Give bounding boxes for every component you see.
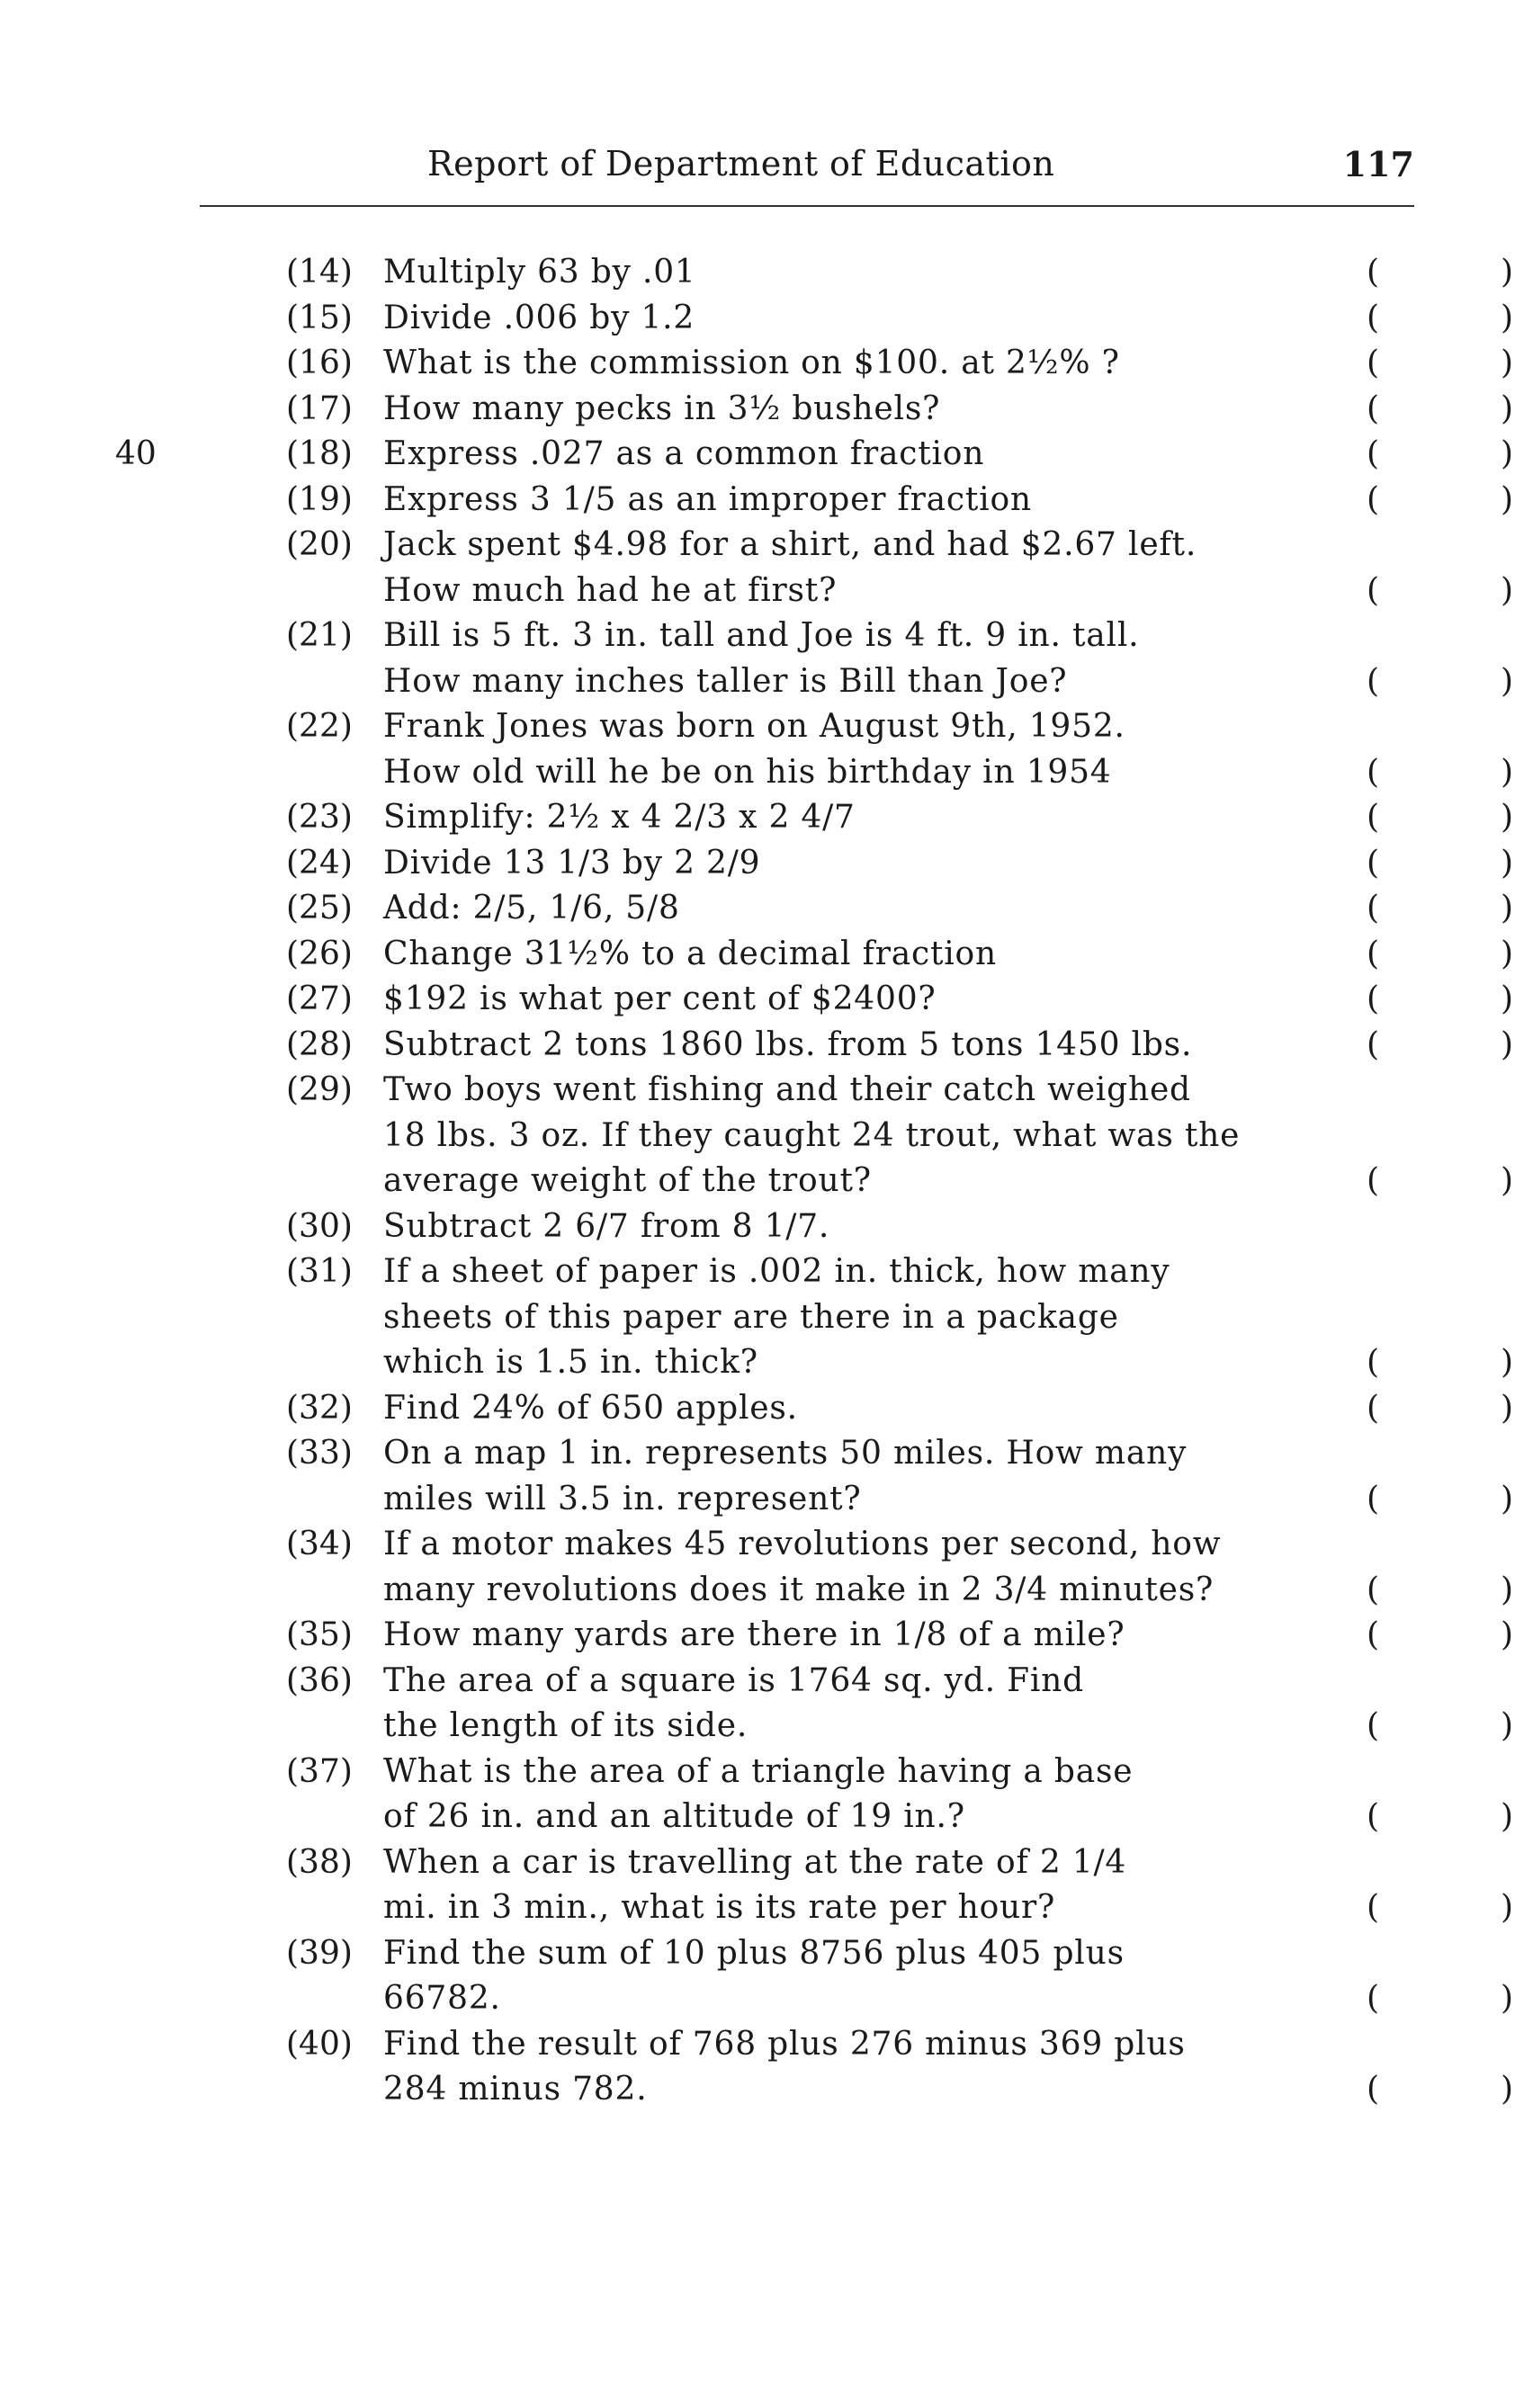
question-number: (27) <box>286 980 353 1017</box>
question-text: Multiply 63 by .01 <box>383 254 696 291</box>
answer-blank-close: ) <box>1501 389 1514 427</box>
answer-blank-open: ( <box>1367 254 1380 291</box>
answer-blank-close: ) <box>1501 1707 1514 1744</box>
question-text-line <box>383 1795 1514 1840</box>
answer-blank-open: ( <box>1367 935 1380 972</box>
question-text-line <box>383 1568 1514 1614</box>
question-text: How many yards are there in 1/8 of a mile? <box>383 1616 1125 1653</box>
answer-blank-close: ) <box>1501 2071 1514 2108</box>
question-text-line <box>383 1068 1283 1114</box>
question-number: (21) <box>286 617 353 654</box>
question-number: (29) <box>286 1071 353 1108</box>
question-text: many revolutions does it make in 2 3/4 minutes? <box>383 1571 1215 1608</box>
answer-blank-open: ( <box>1367 662 1380 700</box>
question-text: miles will 3.5 in. represent? <box>383 1480 862 1517</box>
question-text-line <box>383 1522 1283 1568</box>
question-text-line <box>383 1204 1283 1250</box>
question-number: (17) <box>286 389 353 427</box>
question-text: Find 24% of 650 apples. <box>383 1389 798 1427</box>
answer-blank-close: ) <box>1501 1616 1514 1653</box>
question-text-line <box>383 1659 1283 1705</box>
answer-blank-open: ( <box>1367 980 1380 1017</box>
answer-blank-open: ( <box>1367 2071 1380 2108</box>
question-text: mi. in 3 min., what is its rate per hour? <box>383 1889 1056 1926</box>
answer-blank-close: ) <box>1501 753 1514 791</box>
question-item <box>286 1750 1514 1840</box>
question-text-line <box>383 1159 1514 1204</box>
page-header <box>200 144 1414 191</box>
question-item <box>286 1204 1456 1250</box>
answer-blank-close: ) <box>1501 1798 1514 1835</box>
question-list <box>286 250 1514 2113</box>
question-text: Express .027 as a common fraction <box>383 435 985 472</box>
question-number: (30) <box>286 1207 353 1245</box>
answer-blank-open: ( <box>1367 1480 1380 1517</box>
answer-blank-close: ) <box>1501 935 1514 972</box>
question-text-line <box>383 2022 1283 2068</box>
answer-blank-close: ) <box>1501 1344 1514 1381</box>
answer-blank-open: ( <box>1367 753 1380 791</box>
question-text: Jack spent $4.98 for a shirt, and had $2.67 left. <box>383 526 1197 563</box>
question-text: Bill is 5 ft. 3 in. tall and Joe is 4 ft. 9 in. tall. <box>383 617 1140 654</box>
page-number: 117 <box>1342 144 1414 184</box>
question-text-line <box>383 341 1514 387</box>
question-text-line <box>383 1114 1283 1159</box>
question-text: What is the area of a triangle having a base <box>383 1752 1134 1790</box>
answer-blank-close: ) <box>1501 1025 1514 1063</box>
answer-blank-open: ( <box>1367 1889 1380 1926</box>
answer-blank-open: ( <box>1367 435 1380 472</box>
question-text-line <box>383 1295 1283 1341</box>
answer-blank-close: ) <box>1501 799 1514 836</box>
answer-blank-open: ( <box>1367 1707 1380 1744</box>
question-text-line <box>383 1976 1514 2022</box>
question-item <box>286 886 1514 932</box>
question-number: (33) <box>286 1435 353 1472</box>
question-text-line <box>383 250 1514 296</box>
answer-blank-close: ) <box>1501 435 1514 472</box>
question-text-line <box>383 613 1283 659</box>
question-text-line <box>383 1704 1514 1750</box>
question-text: $192 is what per cent of $2400? <box>383 980 937 1017</box>
question-text: Two boys went fishing and their catch weighed <box>383 1071 1191 1108</box>
answer-blank-open: ( <box>1367 1025 1380 1063</box>
question-text: 284 minus 782. <box>383 2071 648 2108</box>
question-text-line <box>383 1023 1514 1069</box>
answer-blank-open: ( <box>1367 345 1380 381</box>
answer-blank-close: ) <box>1501 571 1514 609</box>
question-text: average weight of the trout? <box>383 1162 872 1199</box>
question-text: Find the sum of 10 plus 8756 plus 405 plus <box>383 1934 1125 1972</box>
question-number: (34) <box>286 1526 353 1562</box>
answer-blank-close: ) <box>1501 1162 1514 1199</box>
question-text: 66782. <box>383 1980 501 2017</box>
question-number: (28) <box>286 1025 353 1063</box>
question-text-line <box>383 1840 1283 1886</box>
question-text-line <box>383 1613 1514 1659</box>
question-item <box>286 2022 1514 2113</box>
question-text-line <box>383 1340 1514 1386</box>
answer-blank-open: ( <box>1367 571 1380 609</box>
question-item <box>286 1840 1514 1931</box>
question-text: Frank Jones was born on August 9th, 1952. <box>383 708 1125 745</box>
question-text-line <box>383 1477 1514 1523</box>
question-item <box>286 795 1514 841</box>
answer-blank-open: ( <box>1367 799 1380 836</box>
question-text-line <box>383 523 1283 568</box>
question-number: (38) <box>286 1843 353 1881</box>
answer-blank-open: ( <box>1367 1980 1380 2017</box>
answer-blank-open: ( <box>1367 1571 1380 1608</box>
question-text-line <box>383 1931 1283 1977</box>
answer-blank-open: ( <box>1367 1389 1380 1427</box>
answer-blank-close: ) <box>1501 299 1514 336</box>
question-text-line <box>383 841 1514 887</box>
answer-blank-open: ( <box>1367 844 1380 882</box>
question-item <box>286 1431 1514 1522</box>
question-text-line <box>383 932 1514 978</box>
question-item <box>286 1522 1514 1613</box>
question-item <box>286 1386 1514 1432</box>
question-text: How many inches taller is Bill than Joe? <box>383 662 1068 700</box>
question-number: (20) <box>286 526 353 563</box>
question-item <box>286 387 1514 433</box>
question-text: Divide .006 by 1.2 <box>383 299 695 336</box>
question-item <box>286 704 1514 795</box>
question-number: (39) <box>286 1934 353 1972</box>
question-text-line <box>383 750 1514 796</box>
answer-blank-open: ( <box>1367 890 1380 926</box>
answer-blank-open: ( <box>1367 1798 1380 1835</box>
answer-blank-open: ( <box>1367 1162 1380 1199</box>
question-text-line <box>383 1750 1283 1795</box>
question-number: (19) <box>286 480 353 518</box>
question-text: Change 31½% to a decimal fraction <box>383 935 997 972</box>
answer-blank-close: ) <box>1501 662 1514 700</box>
question-item <box>286 1068 1514 1204</box>
question-item <box>286 1931 1514 2022</box>
question-number: (26) <box>286 935 353 972</box>
question-text: Subtract 2 6/7 from 8 1/7. <box>383 1207 830 1245</box>
answer-blank-open: ( <box>1367 1616 1380 1653</box>
question-item <box>286 613 1514 704</box>
answer-blank-open: ( <box>1367 480 1380 518</box>
question-text-line <box>383 1885 1514 1931</box>
answer-blank-close: ) <box>1501 254 1514 291</box>
question-number: (35) <box>286 1616 353 1653</box>
answer-blank-open: ( <box>1367 1344 1380 1381</box>
question-item <box>286 341 1514 387</box>
answer-blank-close: ) <box>1501 980 1514 1017</box>
question-item <box>286 523 1514 613</box>
question-number: (16) <box>286 345 353 381</box>
question-text: What is the commission on $100. at 2½% ? <box>383 345 1120 381</box>
question-text-line <box>383 886 1514 932</box>
question-text-line <box>383 1249 1283 1295</box>
question-number: (40) <box>286 2025 353 2063</box>
question-text: How old will he be on his birthday in 1954 <box>383 753 1112 791</box>
question-number: (15) <box>286 299 353 336</box>
question-text-line <box>383 478 1514 524</box>
question-number: (23) <box>286 799 353 836</box>
question-text-line <box>383 1431 1283 1477</box>
question-item <box>286 1249 1514 1386</box>
question-number: (32) <box>286 1389 353 1427</box>
question-number: (14) <box>286 254 353 291</box>
header-rule <box>200 205 1414 207</box>
question-text: the length of its side. <box>383 1707 749 1744</box>
question-text: Add: 2/5, 1/6, 5/8 <box>383 890 680 926</box>
question-text-line <box>383 795 1514 841</box>
question-number: (37) <box>286 1752 353 1790</box>
question-text: How many pecks in 3½ bushels? <box>383 389 941 427</box>
question-text: Simplify: 2½ x 4 2/3 x 2 4/7 <box>383 799 856 836</box>
question-text: If a sheet of paper is .002 in. thick, how many <box>383 1253 1170 1290</box>
running-title: Report of Department of Education <box>427 144 1055 184</box>
question-item <box>286 841 1514 887</box>
answer-blank-close: ) <box>1501 1389 1514 1427</box>
question-text-line <box>383 568 1514 614</box>
answer-blank-close: ) <box>1501 890 1514 926</box>
question-text-line <box>383 296 1514 342</box>
question-number: (31) <box>286 1253 353 1290</box>
question-text: Find the result of 768 plus 276 minus 369 plus <box>383 2025 1186 2063</box>
question-item <box>286 1613 1514 1659</box>
question-text-line <box>383 432 1514 478</box>
question-text: Divide 13 1/3 by 2 2/9 <box>383 844 761 882</box>
margin-number: 40 <box>115 435 157 472</box>
question-item <box>286 250 1514 296</box>
answer-blank-close: ) <box>1501 345 1514 381</box>
answer-blank-close: ) <box>1501 844 1514 882</box>
question-text: How much had he at first? <box>383 571 838 609</box>
question-item <box>286 432 1514 478</box>
question-text-line <box>383 387 1514 433</box>
question-number: (24) <box>286 844 353 882</box>
question-text: which is 1.5 in. thick? <box>383 1344 758 1381</box>
question-text: Subtract 2 tons 1860 lbs. from 5 tons 1450 lbs. <box>383 1025 1193 1063</box>
question-number: (25) <box>286 890 353 926</box>
question-text: of 26 in. and an altitude of 19 in.? <box>383 1798 965 1835</box>
question-text-line <box>383 2067 1514 2113</box>
question-number: (36) <box>286 1661 353 1699</box>
answer-blank-close: ) <box>1501 480 1514 518</box>
question-text-line <box>383 977 1514 1023</box>
question-text: When a car is travelling at the rate of 2 1/4 <box>383 1843 1127 1881</box>
question-item <box>286 1023 1514 1069</box>
question-number: (18) <box>286 435 353 472</box>
question-item <box>286 296 1514 342</box>
answer-blank-close: ) <box>1501 1889 1514 1926</box>
question-text-line <box>383 704 1283 750</box>
answer-blank-open: ( <box>1367 299 1380 336</box>
question-text: 18 lbs. 3 oz. If they caught 24 trout, what was the <box>383 1116 1241 1154</box>
question-item <box>286 977 1514 1023</box>
answer-blank-close: ) <box>1501 1480 1514 1517</box>
question-text: sheets of this paper are there in a package <box>383 1298 1119 1336</box>
question-item <box>286 478 1514 524</box>
question-number: (22) <box>286 708 353 745</box>
question-text: On a map 1 in. represents 50 miles. How many <box>383 1435 1188 1472</box>
question-text-line <box>383 659 1514 705</box>
question-text-line <box>383 1386 1514 1432</box>
answer-blank-open: ( <box>1367 389 1380 427</box>
question-text: Express 3 1/5 as an improper fraction <box>383 480 1032 518</box>
answer-blank-close: ) <box>1501 1980 1514 2017</box>
question-item <box>286 932 1514 978</box>
question-text: If a motor makes 45 revolutions per second, how <box>383 1526 1222 1562</box>
answer-blank-close: ) <box>1501 1571 1514 1608</box>
question-text: The area of a square is 1764 sq. yd. Find <box>383 1661 1084 1699</box>
question-item <box>286 1659 1514 1750</box>
